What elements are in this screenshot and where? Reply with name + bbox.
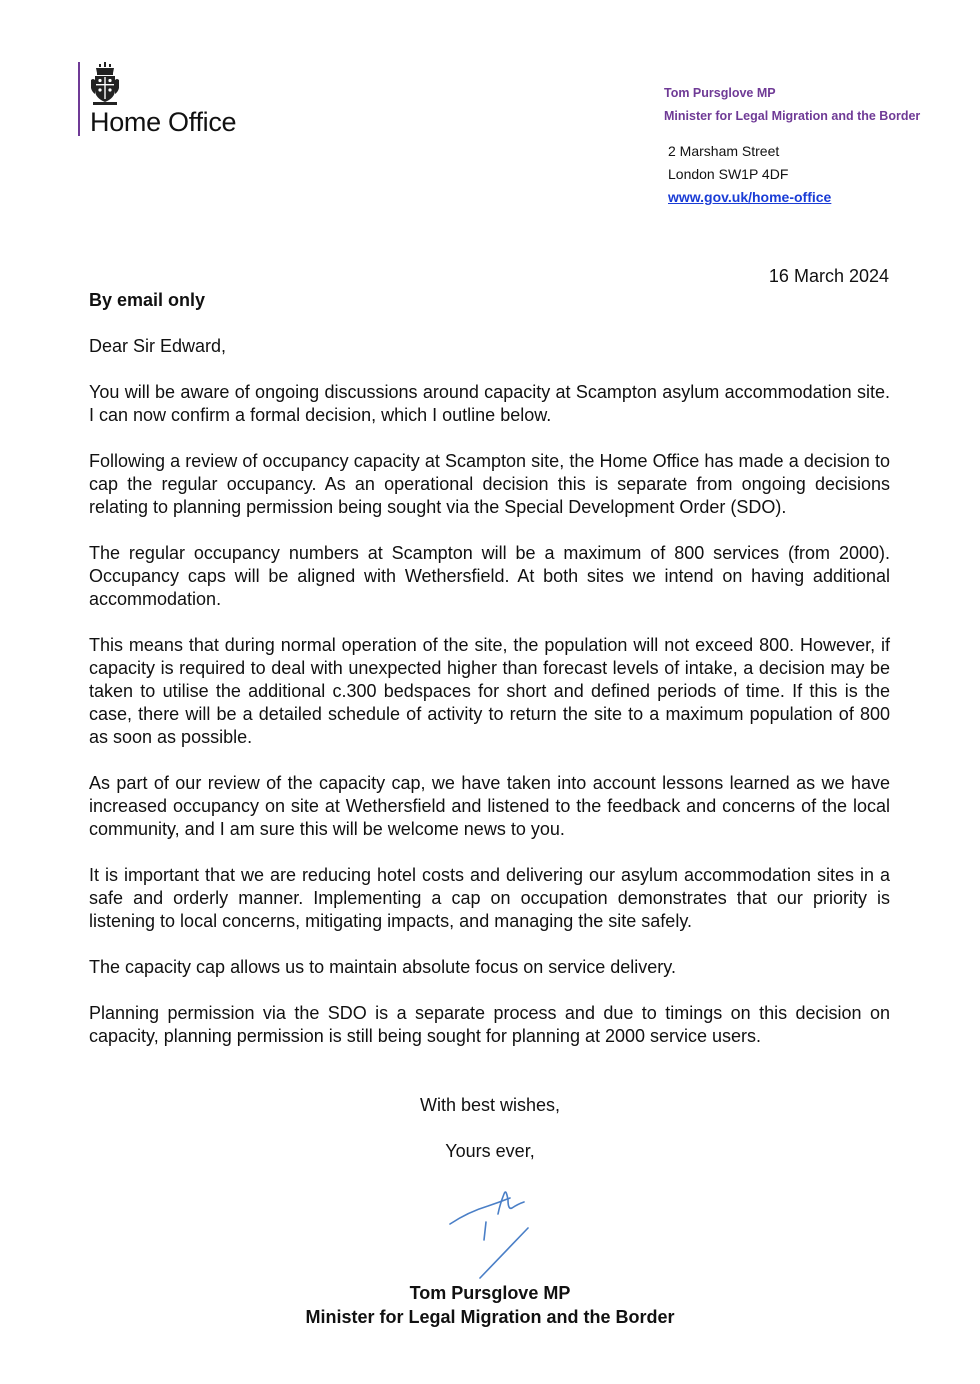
address-line-2: London SW1P 4DF (668, 166, 789, 182)
paragraph-7: The capacity cap allows us to maintain absolute focus on service delivery. (89, 957, 676, 977)
signer-title: Minister for Legal Migration and the Border (305, 1307, 675, 1327)
logo-divider-bar (78, 62, 80, 136)
handwritten-signature (448, 1186, 533, 1281)
paragraph-8: Planning permission via the SDO is a separate process and due to timings on this decision on capacity, planning permission is still being sought for planning at 2000 service users. (89, 1003, 890, 1046)
paragraph-4: This means that during normal operation of the site, the population will not exceed 800. However, if capacity is required to deal with unexpected higher than forecast levels of intake, a decision may be taken to utilise the additional c.300 bedspaces for short and defined periods of time. If this is the case, there will be a detailed schedule of activity to return the site to a maximum population of 800 as soon as possible. (89, 635, 890, 747)
paragraph-6: It is important that we are reducing hotel costs and delivering our asylum accommodation sites in a safe and orderly manner. Implementing a cap on occupation demonstrates that our priority is listening to local concerns, mitigating impacts, and managing the site safely. (89, 865, 890, 931)
logo-text: Home Office (90, 107, 237, 137)
address-line-1: 2 Marsham Street (668, 143, 780, 159)
signer-name: Tom Pursglove MP (409, 1283, 571, 1303)
address-block (668, 140, 831, 209)
royal-crest-icon (90, 62, 120, 106)
letter-date: 16 March 2024 (768, 266, 889, 286)
home-office-logo (78, 62, 236, 136)
signer-block (0, 1281, 980, 1329)
salutation: Dear Sir Edward, (89, 336, 227, 356)
website-link[interactable]: www.gov.uk/home-office (668, 189, 832, 205)
closing-yours-ever: Yours ever, (445, 1141, 535, 1161)
sender-title: Minister for Legal Migration and the Border (664, 109, 921, 123)
paragraph-3: The regular occupancy numbers at Scampton will be a maximum of 800 services (from 2000). Occupancy caps will be aligned with Wethersfield. At both sites we intend on having additional accommodation. (89, 543, 890, 609)
letter-body (89, 289, 890, 1071)
paragraph-5: As part of our review of the capacity cap, we have taken into account lessons learned as we have increased occupancy on site at Wethersfield and listened to the feedback and concerns of the local community, and I am sure this will be welcome news to you. (89, 773, 890, 839)
logo-stack (90, 62, 236, 136)
paragraph-2: Following a review of occupancy capacity at Scampton site, the Home Office has made a decision to cap the regular occupancy. As an operational decision this is separate from ongoing decisions relating to planning permission being sought via the Special Development Order (SDO). (89, 451, 890, 517)
delivery-note: By email only (89, 290, 206, 310)
closing-best-wishes: With best wishes, (419, 1095, 561, 1115)
sender-name: Tom Pursglove MP (664, 86, 776, 100)
paragraph-1: You will be aware of ongoing discussions around capacity at Scampton asylum accommodation site. I can now confirm a formal decision, which I outline below. (89, 382, 890, 425)
sender-block (664, 82, 920, 128)
